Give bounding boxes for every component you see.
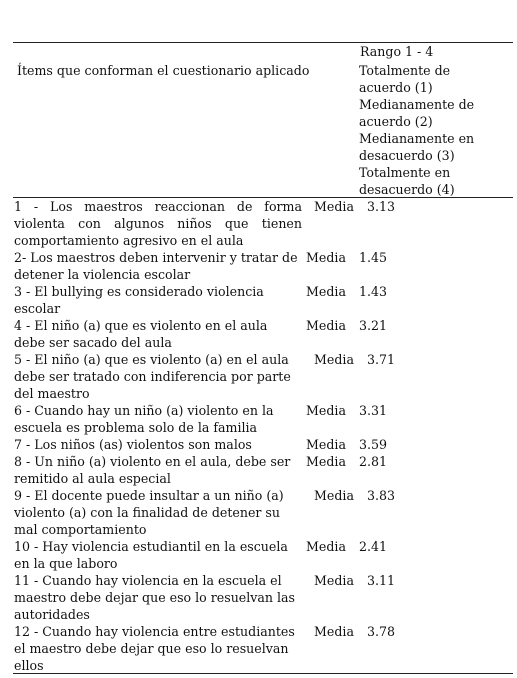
table-top-rule <box>13 42 513 43</box>
mean-value: 2.41 <box>359 539 388 554</box>
stat-label: Media <box>314 488 354 503</box>
stat-label: Media <box>306 437 346 452</box>
scale-line: desacuerdo (3) <box>359 148 455 163</box>
mean-value: 3.21 <box>359 318 388 333</box>
scale-line: desacuerdo (4) <box>359 182 455 197</box>
stat-label: Media <box>306 403 346 418</box>
stat-label: Media <box>306 539 346 554</box>
scale-line: acuerdo (1) <box>359 80 433 95</box>
item-text: 1 - Los maestros reaccionan de forma violenta con algunos niños que tienen comportamiento agresivo en el aula <box>14 199 302 248</box>
item-text: 5 - El niño (a) que es violento (a) en el aula debe ser tratado con indiferencia por parte del maestro <box>14 352 291 401</box>
stat-label: Media <box>306 284 346 299</box>
item-text: 10 - Hay violencia estudiantil en la escuela en la que laboro <box>14 539 288 571</box>
stat-label: Media <box>306 454 346 469</box>
item-text: 12 - Cuando hay violencia entre estudiantes el maestro debe dejar que eso lo resuelvan ellos <box>14 624 295 673</box>
mean-value: 3.83 <box>367 488 396 503</box>
scale-line: Medianamente de <box>359 97 475 112</box>
stat-label: Media <box>314 352 354 367</box>
scale-legend <box>359 62 509 198</box>
table-bottom-rule <box>13 673 513 674</box>
range-header: Rango 1 - 4 <box>360 44 434 59</box>
stat-label: Media <box>314 573 354 588</box>
item-text: 11 - Cuando hay violencia en la escuela el maestro debe dejar que eso lo resuelvan las autoridades <box>14 573 296 622</box>
item-text: 8 - Un niño (a) violento en el aula, debe ser remitido al aula especial <box>14 454 291 486</box>
scale-line: Totalmente en <box>359 165 451 180</box>
mean-value: 1.43 <box>359 284 388 299</box>
scale-line: acuerdo (2) <box>359 114 433 129</box>
mean-value: 2.81 <box>359 454 388 469</box>
item-text: 6 - Cuando hay un niño (a) violento en la escuela es problema solo de la familia <box>14 403 274 435</box>
mean-value: 3.78 <box>367 624 396 639</box>
item-text: 9 - El docente puede insultar a un niño (a) violento (a) con la finalidad de detener su mal comportamiento <box>14 488 284 537</box>
item-text: 4 - El niño (a) que es violento en el aula debe ser sacado del aula <box>14 318 268 350</box>
item-text: 3 - El bullying es considerado violencia escolar <box>14 284 264 316</box>
stat-label: Media <box>306 250 346 265</box>
mean-value: 1.45 <box>359 250 388 265</box>
mean-value: 3.11 <box>367 573 396 588</box>
stat-label: Media <box>306 318 346 333</box>
scale-line: Totalmente de <box>359 63 451 78</box>
mean-value: 3.31 <box>359 403 388 418</box>
items-column-header: Ítems que conforman el cuestionario aplicado <box>17 63 310 78</box>
item-text: 7 - Los niños (as) violentos son malos <box>14 437 252 452</box>
mean-value: 3.59 <box>359 437 388 452</box>
item-text: 2- Los maestros deben intervenir y tratar de detener la violencia escolar <box>14 250 298 282</box>
mean-value: 3.71 <box>367 352 396 367</box>
stat-label: Media <box>314 624 354 639</box>
stat-label: Media <box>314 199 354 214</box>
mean-value: 3.13 <box>367 199 396 214</box>
scale-line: Medianamente en <box>359 131 475 146</box>
